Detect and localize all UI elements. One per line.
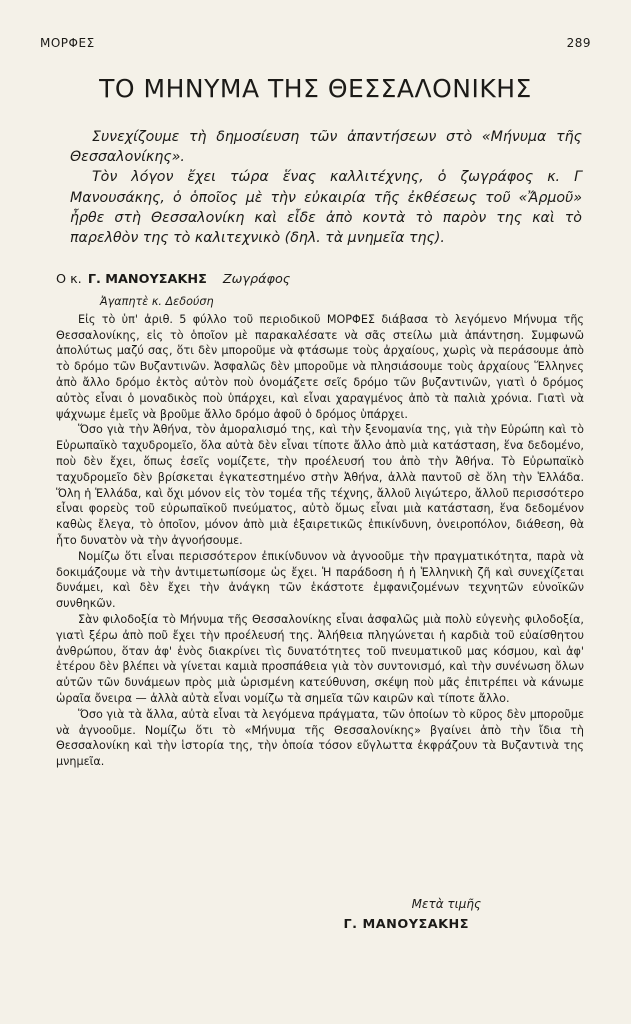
editorial-intro <box>70 127 582 248</box>
author-name: Γ. ΜΑΝΟΥΣΑΚΗΣ <box>87 272 207 287</box>
letter-paragraph: Νομίζω ὅτι εἶναι περισσότερον ἐπικίνδυνον νὰ ἀγνοοῦμε τὴν πραγματικότητα, παρὰ νὰ δοκιμάζουμε νὰ τὴν ἀντιμετωπίσομε ὡς ἔχει. Ἡ παράδοση ἡ ἡ Ἑλληνικὴ ζῆ καὶ συνεχίζεται δυνάμει, καὶ δὲν ἔχει τὴν ἀνάγκη τῶν ἑκάστοτε ἐμφανιζομένων τεχνητῶν εὐνοϊκῶν συνθηκῶν. <box>56 549 584 611</box>
author-role: Ζωγράφος <box>222 272 291 287</box>
letter-paragraph: Ὅσο γιὰ τὰ ἄλλα, αὐτὰ εἶναι τὰ λεγόμενα πράγματα, τῶν ὁποίων τὸ κῦρος δὲν μποροῦμε νὰ ἀγνοοῦμε. Νομίζω ὅτι τὸ «Μήνυμα τῆς Θεσσαλονίκης» βγαίνει ἀπὸ τὴν ἴδια τὴ Θεσσαλονίκη καὶ τὴν ἱστορία της, τὴν ὁποία τόσον εὔγλωττα ἐκφράζουν τὰ Βυζαντινὰ της μνημεῖα. <box>56 707 584 769</box>
letter-paragraph: Εἰς τὸ ὑπ' ἀριθ. 5 φύλλο τοῦ περιοδικοῦ ΜΟΡΦΕΣ διάβασα τὸ λεγόμενο Μήνυμα τῆς Θεσσαλονίκης, εἰς τὸ ὁποῖον μὲ παρακαλέσατε νὰ σᾶς στείλω μιὰ ἀπάντηση. Συμφωνῶ ἀπολύτως μαζύ σας, ὅτι δὲν μποροῦμε νὰ φτάσωμε τοὺς ἀρχαίους, χωρὶς νὰ περάσουμε ἀπὸ τὸ δρόμο τῶν Βυζαντινῶν. Ἀσφαλῶς δὲν μποροῦμε νὰ πλησιάσουμε τοὺς ἀρχαίους Ἕλληνες ἀπὸ ἄλλο δρόμο ἐκτὸς αὐτὸν ποὺ ὀνομάζετε σεῖς δρόμο τῶν βυζαντινῶν, γιατὶ ὁ δρόμος αὐτὸς εἶναι ὁ μοναδικὸς ποὺ ὑπάρχει, καὶ εἶναι χαραγμένος ἀπὸ τὰ παλιὰ χρόνια. Γιατὶ νὰ ψάχνωμε ἐμεῖς νὰ βροῦμε ἄλλο δρόμο ἀφοῦ ὁ δρόμος ὑπάρχει. <box>56 312 584 421</box>
letter-paragraph: Ὅσο γιὰ τὴν Ἀθήνα, τὸν ἀμοραλισμό της, καὶ τὴν ξενομανία της, γιὰ τὴν Εὐρώπη καὶ τὸ Εὐρωπαϊκὸ ταχυδρομεῖο, ὅλα αὐτὰ δὲν εἶναι τίποτε ἄλλο ἀπὸ μιὰ κατάσταση, ἕνα δεδομένο, ποὺ δὲν ἔχει, ὅπως ἐσεῖς νομίζετε, τὴν προέλευσή του ἀπὸ τὴν Ἀθήνα. Τὸ Εὐρωπαϊκὸ ταχυδρομεῖο δὲν βρίσκεται ἐγκατεστημένο στὴν Ἀθήνα, ἀλλὰ παντοῦ σὲ ὅλη τὴν Ἑλλάδα. Ὅλη ἡ Ἑλλάδα, καὶ ὄχι μόνον εἰς τὸν τομέα τῆς τέχνης, ἄλλοῦ λιγώτερο, ἄλλοῦ περισσότερο εἶναι φορεὺς τοῦ εὐρωπαϊκοῦ πνεύματος, αὐτὸ ὅμως εἶναι μιὰ κατάσταση, ἕνα δεδομένον καθὼς ἔλεγα, τὸ ὁποῖον, μόνον ἀπὸ μιὰ ἐξαιρετικῶς ἐπικίνδυνη, ὀνειροπόλον, διάθεση, θὰ ἦτο δυνατὸν νὰ τὴν ἀγνοήσουμε. <box>56 423 584 547</box>
author-byline <box>56 272 576 287</box>
letter-signature: Γ. ΜΑΝΟΥΣΑΚΗΣ <box>343 917 469 932</box>
journal-name: ΜΟΡΦΕΣ <box>40 36 95 50</box>
letter-closing: Μετὰ τιμῆς <box>411 897 481 911</box>
byline-prefix: Ο κ. <box>56 272 82 287</box>
letter-body <box>56 294 584 770</box>
letter-salutation: Ἀγαπητὲ κ. Δεδούση <box>100 295 214 308</box>
intro-paragraph: Συνεχίζουμε τὴ δημοσίευση τῶν ἀπαντήσεων στὸ «Μήνυμα τῆς Θεσσαλονίκης». <box>70 129 582 166</box>
article-title: ΤΟ ΜΗΝΥΜΑ ΤΗΣ ΘΕΣΣΑΛΟΝΙΚΗΣ <box>99 74 532 103</box>
letter-paragraph: Σὰν φιλοδοξία τὸ Μήνυμα τῆς Θεσσαλονίκης εἶναι ἀσφαλῶς μιὰ πολὺ εὐγενὴς φιλοδοξία, γιατὶ ξέρω ἀπὸ ποῦ ἔχει τὴν προέλευσή της. Ἀλήθεια πληγώνεται ἡ καρδιὰ τοῦ εὐαίσθητου ἀνθρώπου, ὅταν ἀφ' ἑνὸς διακρίνει τὶς δυνατότητες τοῦ πνευματικοῦ μας κόσμου, καὶ ἀφ' ἑτέρου δὲν βλέπει νὰ γίνεται καμιὰ προσπάθεια γιὰ τὸν συντονισμό, καὶ τὴν συνένωση ὅλων αὐτῶν τῶν δυνάμεων πρὸς μιὰ ὡρισμένη κατεύθυνση, σκέψη ποὺ μᾶς ἐπιτρέπει νὰ κάνωμε ὡραῖα ὄνειρα — ἀλλὰ αὐτὰ εἶναι νομίζω τὰ σημεῖα τῶν καιρῶν καὶ τίποτε ἄλλο. <box>56 612 584 705</box>
page-number: 289 <box>566 36 591 50</box>
intro-paragraph: Τὸν λόγον ἔχει τώρα ἕνας καλλιτέχνης, ὁ ζωγράφος κ. Γ Μανουσάκης, ὁ ὁποῖος μὲ τὴν εὐκαιρία τῆς ἐκθέσεως τοῦ «Ἄρμοῦ» ἦρθε στὴ Θεσσαλονίκη καὶ εἶδε ἀπὸ κοντὰ τὸ παρὸν της καὶ τὸ παρελθὸν της τὸ καλιτεχνικὸ (δηλ. τὰ μνημεῖα της). <box>70 169 582 247</box>
running-head <box>40 36 591 54</box>
